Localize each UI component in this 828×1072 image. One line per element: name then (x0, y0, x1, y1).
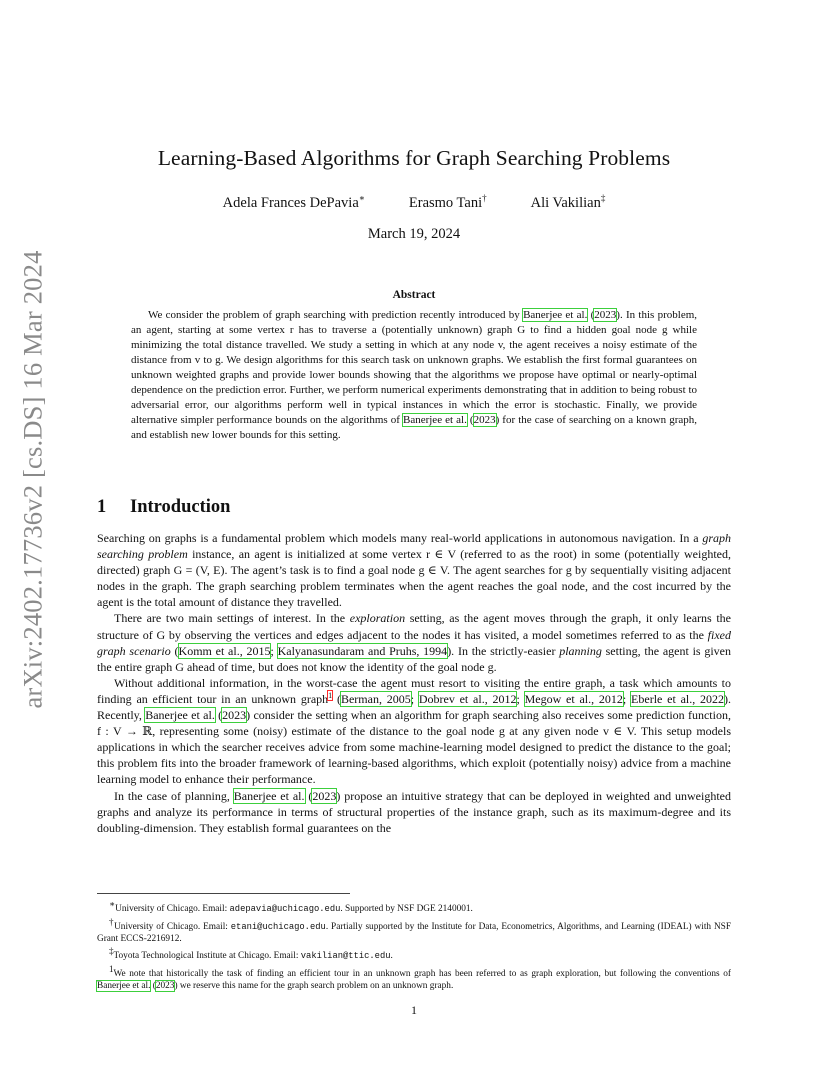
citation-link[interactable]: Banerjee et al. (145, 708, 215, 723)
footnotes (97, 898, 731, 993)
citation-link[interactable]: Berman, 2005 (340, 691, 411, 706)
page-number: 1 (411, 1003, 417, 1017)
author: Adela Frances DePavia∗ (222, 193, 365, 211)
citation-link[interactable]: Megow et al., 2012 (524, 691, 623, 706)
arxiv-sidebar (16, 249, 50, 709)
paper-title: Learning-Based Algorithms for Graph Searching Problems (157, 146, 671, 170)
citation-link[interactable]: Banerjee et al. (402, 414, 467, 426)
citation-link[interactable]: 2023 (473, 414, 496, 426)
author-list (0, 193, 828, 212)
email-link[interactable]: adepavia@uchicago.edu (229, 904, 341, 915)
author: Ali Vakilian‡ (530, 193, 606, 211)
section-number: 1 (97, 497, 107, 517)
arxiv-identifier: arXiv:2402.17736v2 [cs.DS] 16 Mar 2024 (17, 249, 48, 709)
footnote: ‡Toyota Technological Institute at Chicago. Email: vakilian@ttic.edu. (109, 946, 393, 962)
email-link[interactable]: etani@uchicago.edu (230, 921, 326, 932)
author-footnote-mark[interactable]: † (482, 193, 487, 203)
body-paragraph: In the case of planning, Banerjee et al. (2023) propose an intuitive strategy that can be deployed in weighted and unweighted graphs and analyze its performance in terms of structural properties of the instance graph, such as its maximum-degree and its doubling-dimension. They establish formal guarantees on the (97, 788, 732, 835)
citation-link[interactable]: Banerjee et al. (97, 981, 151, 992)
footnote: $^1$We note that historically the task of finding an efficient tour in an unknown graph has been referred to as graph exploration, but following the conventions of Banerjee et al. (2023) we reserve this name for the graph search problem on an unknown graph. (97, 963, 731, 992)
abstract-paragraph: We consider the problem of graph searching with prediction recently introduced by Banerjee et al. (2023). In this problem, an agent, starting at some vertex r has to traverse a (potentially unknown) graph G to find a hidden goal node g while minimizing the total distance travelled. We study a setting in which at any node v, the agent receives a noisy estimate of the distance from v to g. We design algorithms for this search task on unknown graphs. We establish the first formal guarantees on unknown weighted graphs and provide lower bounds showing that the algorithms we propose have optimal or nearly-optimal dependence on the prediction error. Further, we perform numerical experiments demonstrating that in addition to being robust to adversarial error, our algorithms perform well in typical instances in which the error is stochastic. Finally, we provide alternative simpler performance bounds on the algorithms of Banerjee et al. (2023) for the case of searching on a known graph, and establish new lower bounds for this setting. (131, 309, 698, 441)
citation-link[interactable]: 2023 (312, 788, 337, 803)
introduction-body (97, 530, 731, 836)
section-heading (97, 497, 230, 518)
abstract-heading: Abstract (392, 289, 436, 301)
paper-date: March 19, 2024 (367, 226, 461, 242)
citation-link[interactable]: Banerjee et al. (523, 309, 588, 321)
citation-link[interactable]: Eberle et al., 2022 (631, 691, 725, 706)
footnote-divider (97, 893, 350, 894)
citation-link[interactable]: Kalyanasundaram and Pruhs, 1994 (277, 643, 448, 658)
citation-link[interactable]: 2023 (594, 309, 617, 321)
footnote: †University of Chicago. Email: etani@uchicago.edu. Partially supported by the Institute for Data, Econometrics, Algorithms, and Learning (IDEAL) with NSF Grant ECCS-2216912. (97, 916, 732, 944)
citation-link[interactable]: Banerjee et al. (233, 788, 305, 803)
body-paragraph: There are two main settings of interest. In the exploration setting, as the agent moves through the graph, it only learns the structure of G by observing the vertices and edges adjacent to the nodes it has visited, a model sometimes referred to as the fixed graph scenario (Komm et al., 2015; Kalyanasundaram and Pruhs, 1994). In the strictly-easier planning setting, the agent is given the entire graph G ahead of time, but does not know the identity of the goal node g. (97, 611, 732, 674)
footnote-link[interactable]: 1 (328, 690, 333, 700)
author-footnote-mark[interactable]: ∗ (358, 193, 365, 203)
body-paragraph: Searching on graphs is a fundamental problem which models many real-world applications in autonomous navigation. In a graph searching problem instance, an agent is initialized at some vertex r ∈ V (referred to as the root) in some (potentially weighted, directed) graph G = (V, E). The agent’s task is to find a goal node g ∈ V. The agent searches for g by sequentially visiting adjacent nodes in the graph. The graph searching problem terminates when the agent reaches the goal node, and the cost incurred by the agent is the total amount of distance they travelled. (97, 531, 731, 610)
section-title: Introduction (130, 497, 231, 517)
citation-link[interactable]: Dobrev et al., 2012 (418, 691, 517, 706)
author-footnote-mark[interactable]: ‡ (600, 193, 606, 203)
citation-link[interactable]: 2023 (222, 708, 247, 723)
footnote: ∗University of Chicago. Email: adepavia@uchicago.edu. Supported by NSF DGE 2140001. (109, 899, 473, 915)
email-link[interactable]: vakilian@ttic.edu (300, 951, 391, 962)
author: Erasmo Tani† (408, 193, 487, 211)
body-paragraph: Without additional information, in the worst-case the agent must resort to visiting the entire graph, a task which amounts to finding an efficient tour in an unknown graph$^1$ (Berman, 2005; Dobrev et al., 2012; Megow et al., 2012; Eberle et al., 2022). Recently, Banerjee et al. (2023) consider the setting when an algorithm for graph searching also receives some prediction function, f : V → ℝ, representing some (noisy) estimate of the distance to the goal node g at any given node v ∈ V. This setup models applications in which the searcher receives advice from some machine-learning model designed to predict the distance to the goal; this problem fits into the broader framework of learning-based algorithms, which exploit (potentially noisy) advice from a machine learning model to enhance their performance. (97, 675, 732, 787)
citation-link[interactable]: Komm et al., 2015 (178, 643, 271, 658)
citation-link[interactable]: 2023 (155, 981, 175, 992)
abstract-body (131, 308, 697, 443)
